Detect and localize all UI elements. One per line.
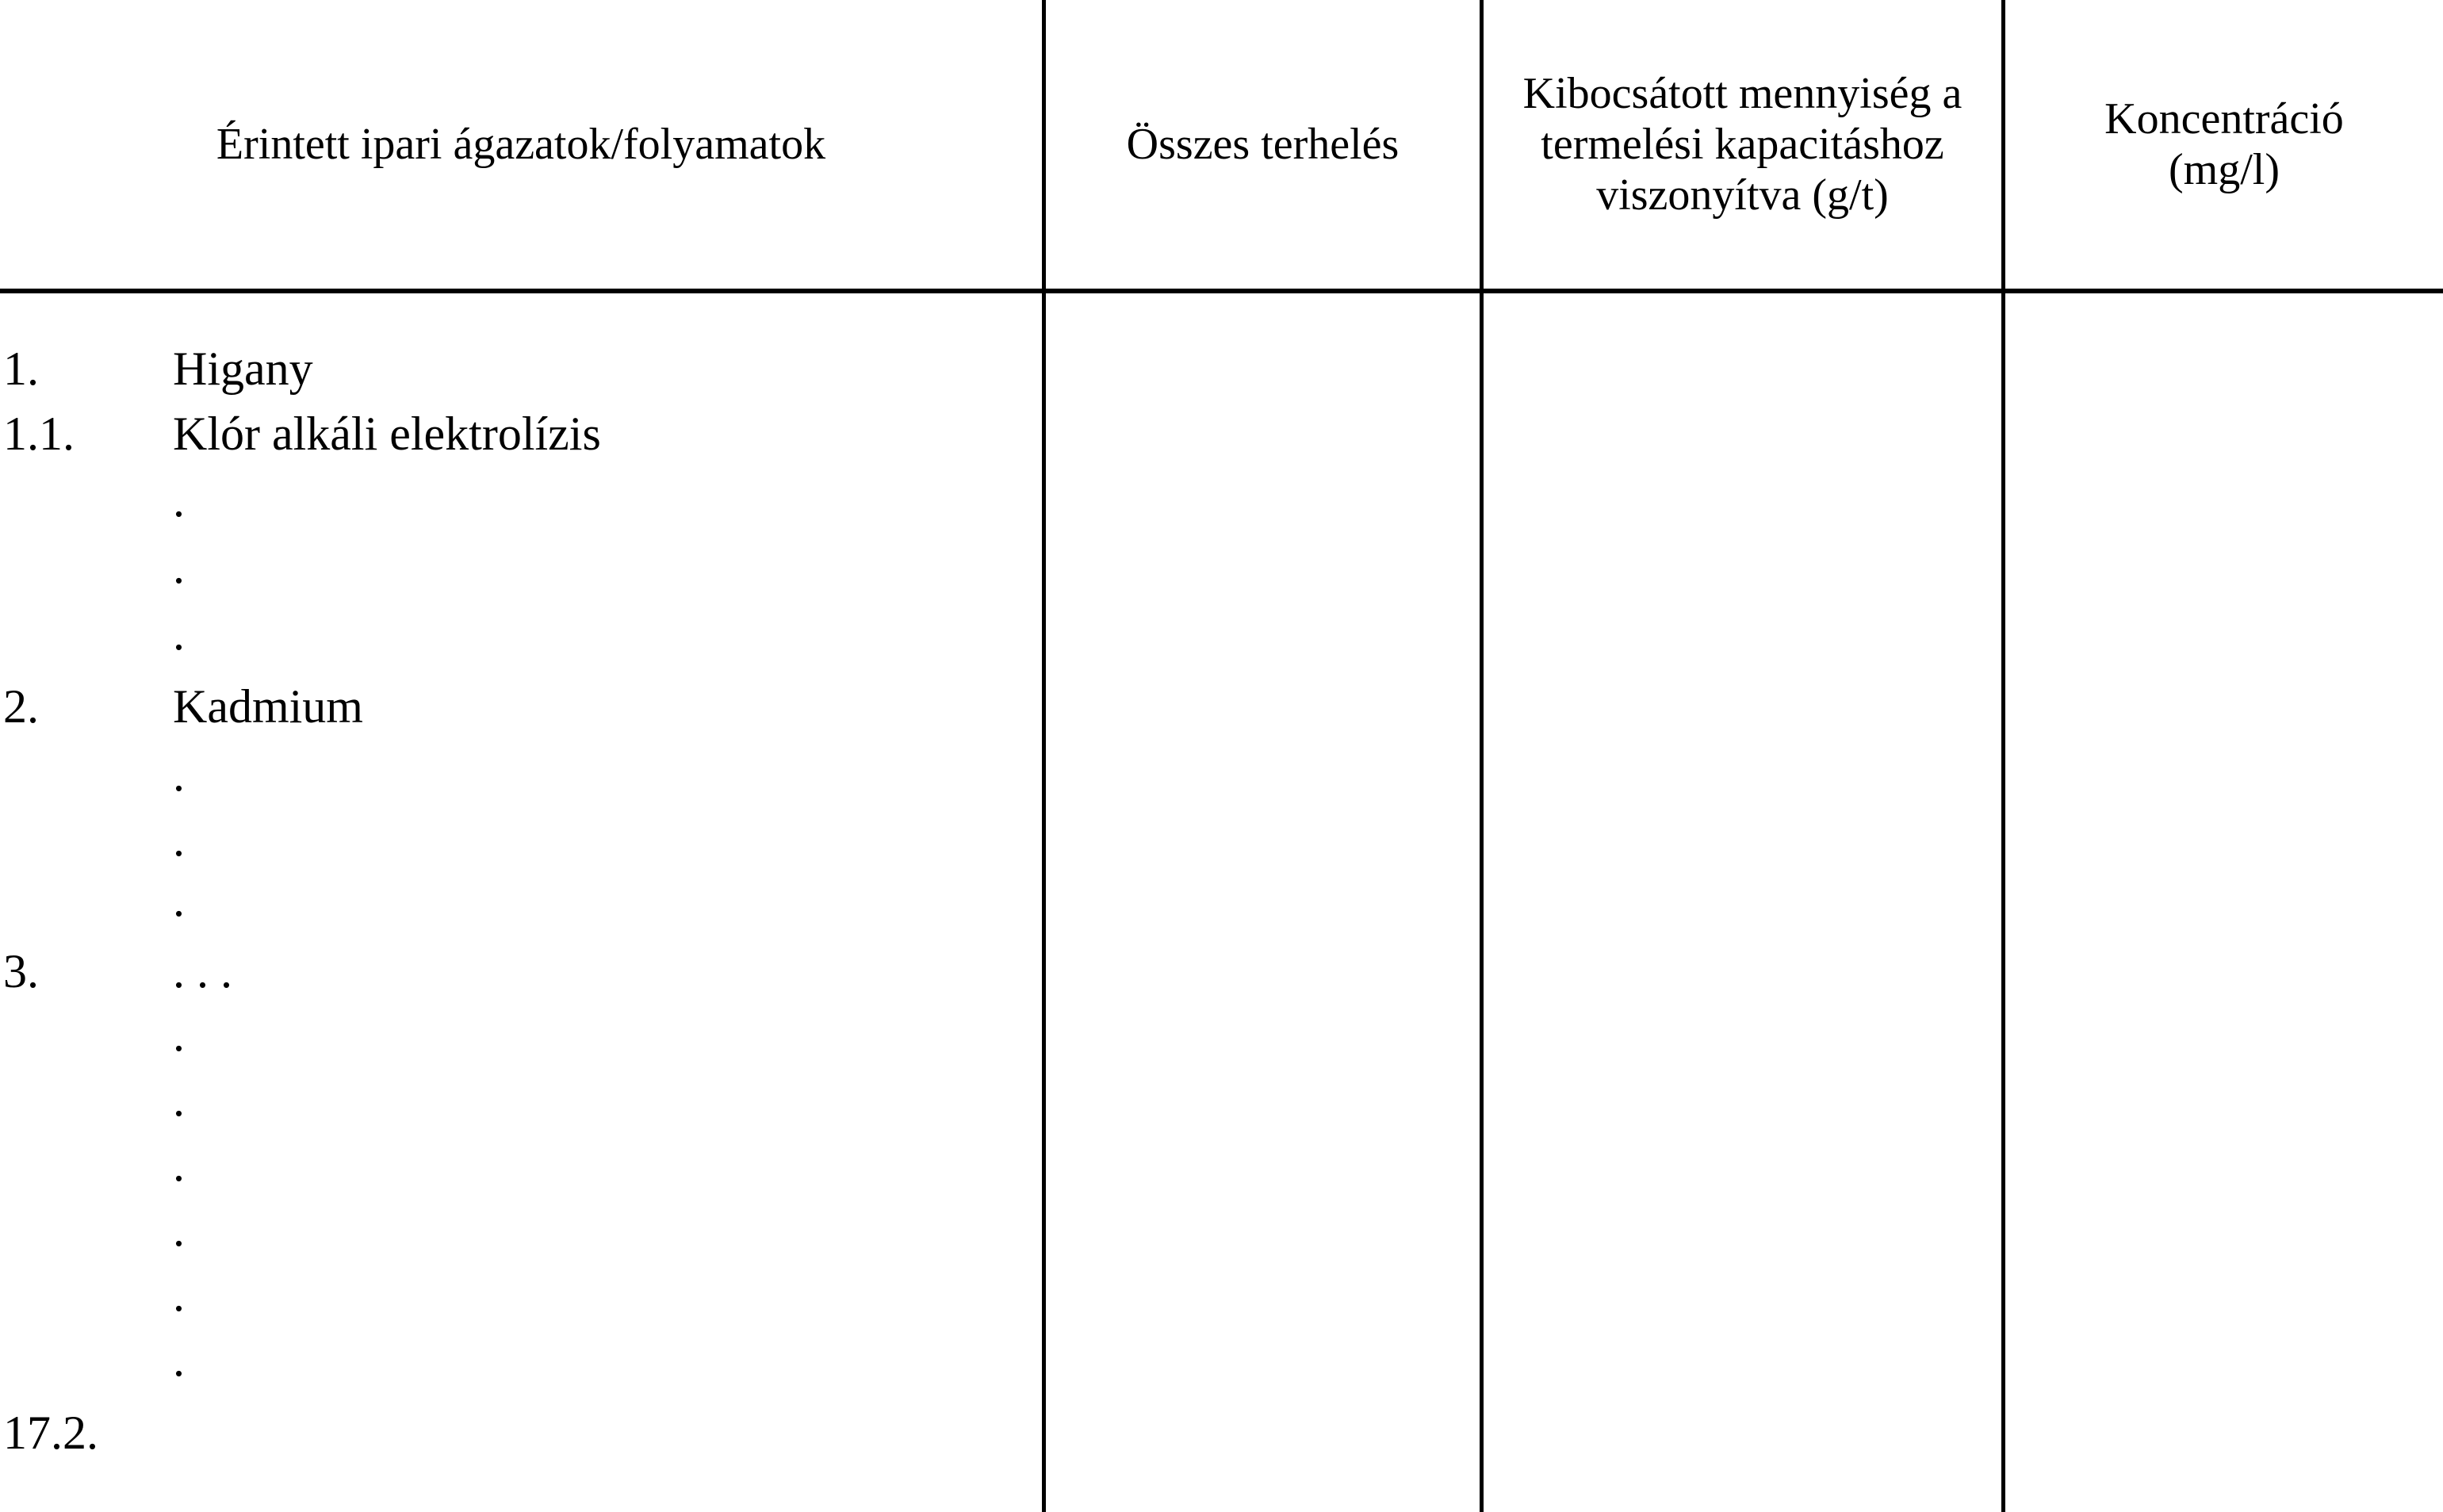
row-number: 1.1. — [3, 408, 75, 460]
row-number: 1. — [3, 343, 39, 395]
row-number: 2. — [3, 680, 39, 733]
row-number: 17.2. — [3, 1407, 98, 1459]
row-label: . — [173, 1334, 185, 1386]
row-label: . — [173, 541, 185, 593]
row-label: . — [173, 607, 185, 660]
row-label: Klór alkáli elektrolízis — [173, 408, 601, 460]
row-label: . — [173, 813, 185, 866]
row-label: . — [173, 1009, 185, 1061]
row-label: . . . — [173, 945, 232, 997]
header-cell-emission-per-capacity — [1484, 0, 2001, 289]
header-cell-sectors — [0, 0, 1042, 289]
header-sectors-label: Érintett ipari ágazatok/folyamatok — [216, 120, 826, 169]
row-label: . — [173, 1269, 185, 1321]
row-label: . — [173, 874, 185, 926]
row-label: . — [173, 1139, 185, 1191]
header-divider — [0, 289, 2443, 293]
row-number: 3. — [3, 945, 39, 997]
header-concentration-label: Koncentráció (mg/l) — [2104, 94, 2344, 194]
row-label: . — [173, 1204, 185, 1256]
row-label: . — [173, 474, 185, 526]
row-label: Kadmium — [173, 680, 363, 733]
row-label: . — [173, 1074, 185, 1126]
header-cell-total-load — [1046, 0, 1480, 289]
row-label: Higany — [173, 343, 313, 395]
header-emission-per-capacity-label: Kibocsátott mennyiség a termelési kapacitáshoz viszonyítva (g/t) — [1522, 69, 1962, 220]
row-label: . — [173, 748, 185, 801]
header-total-load-label: Összes terhelés — [1126, 120, 1400, 169]
header-cell-concentration — [2005, 0, 2443, 289]
